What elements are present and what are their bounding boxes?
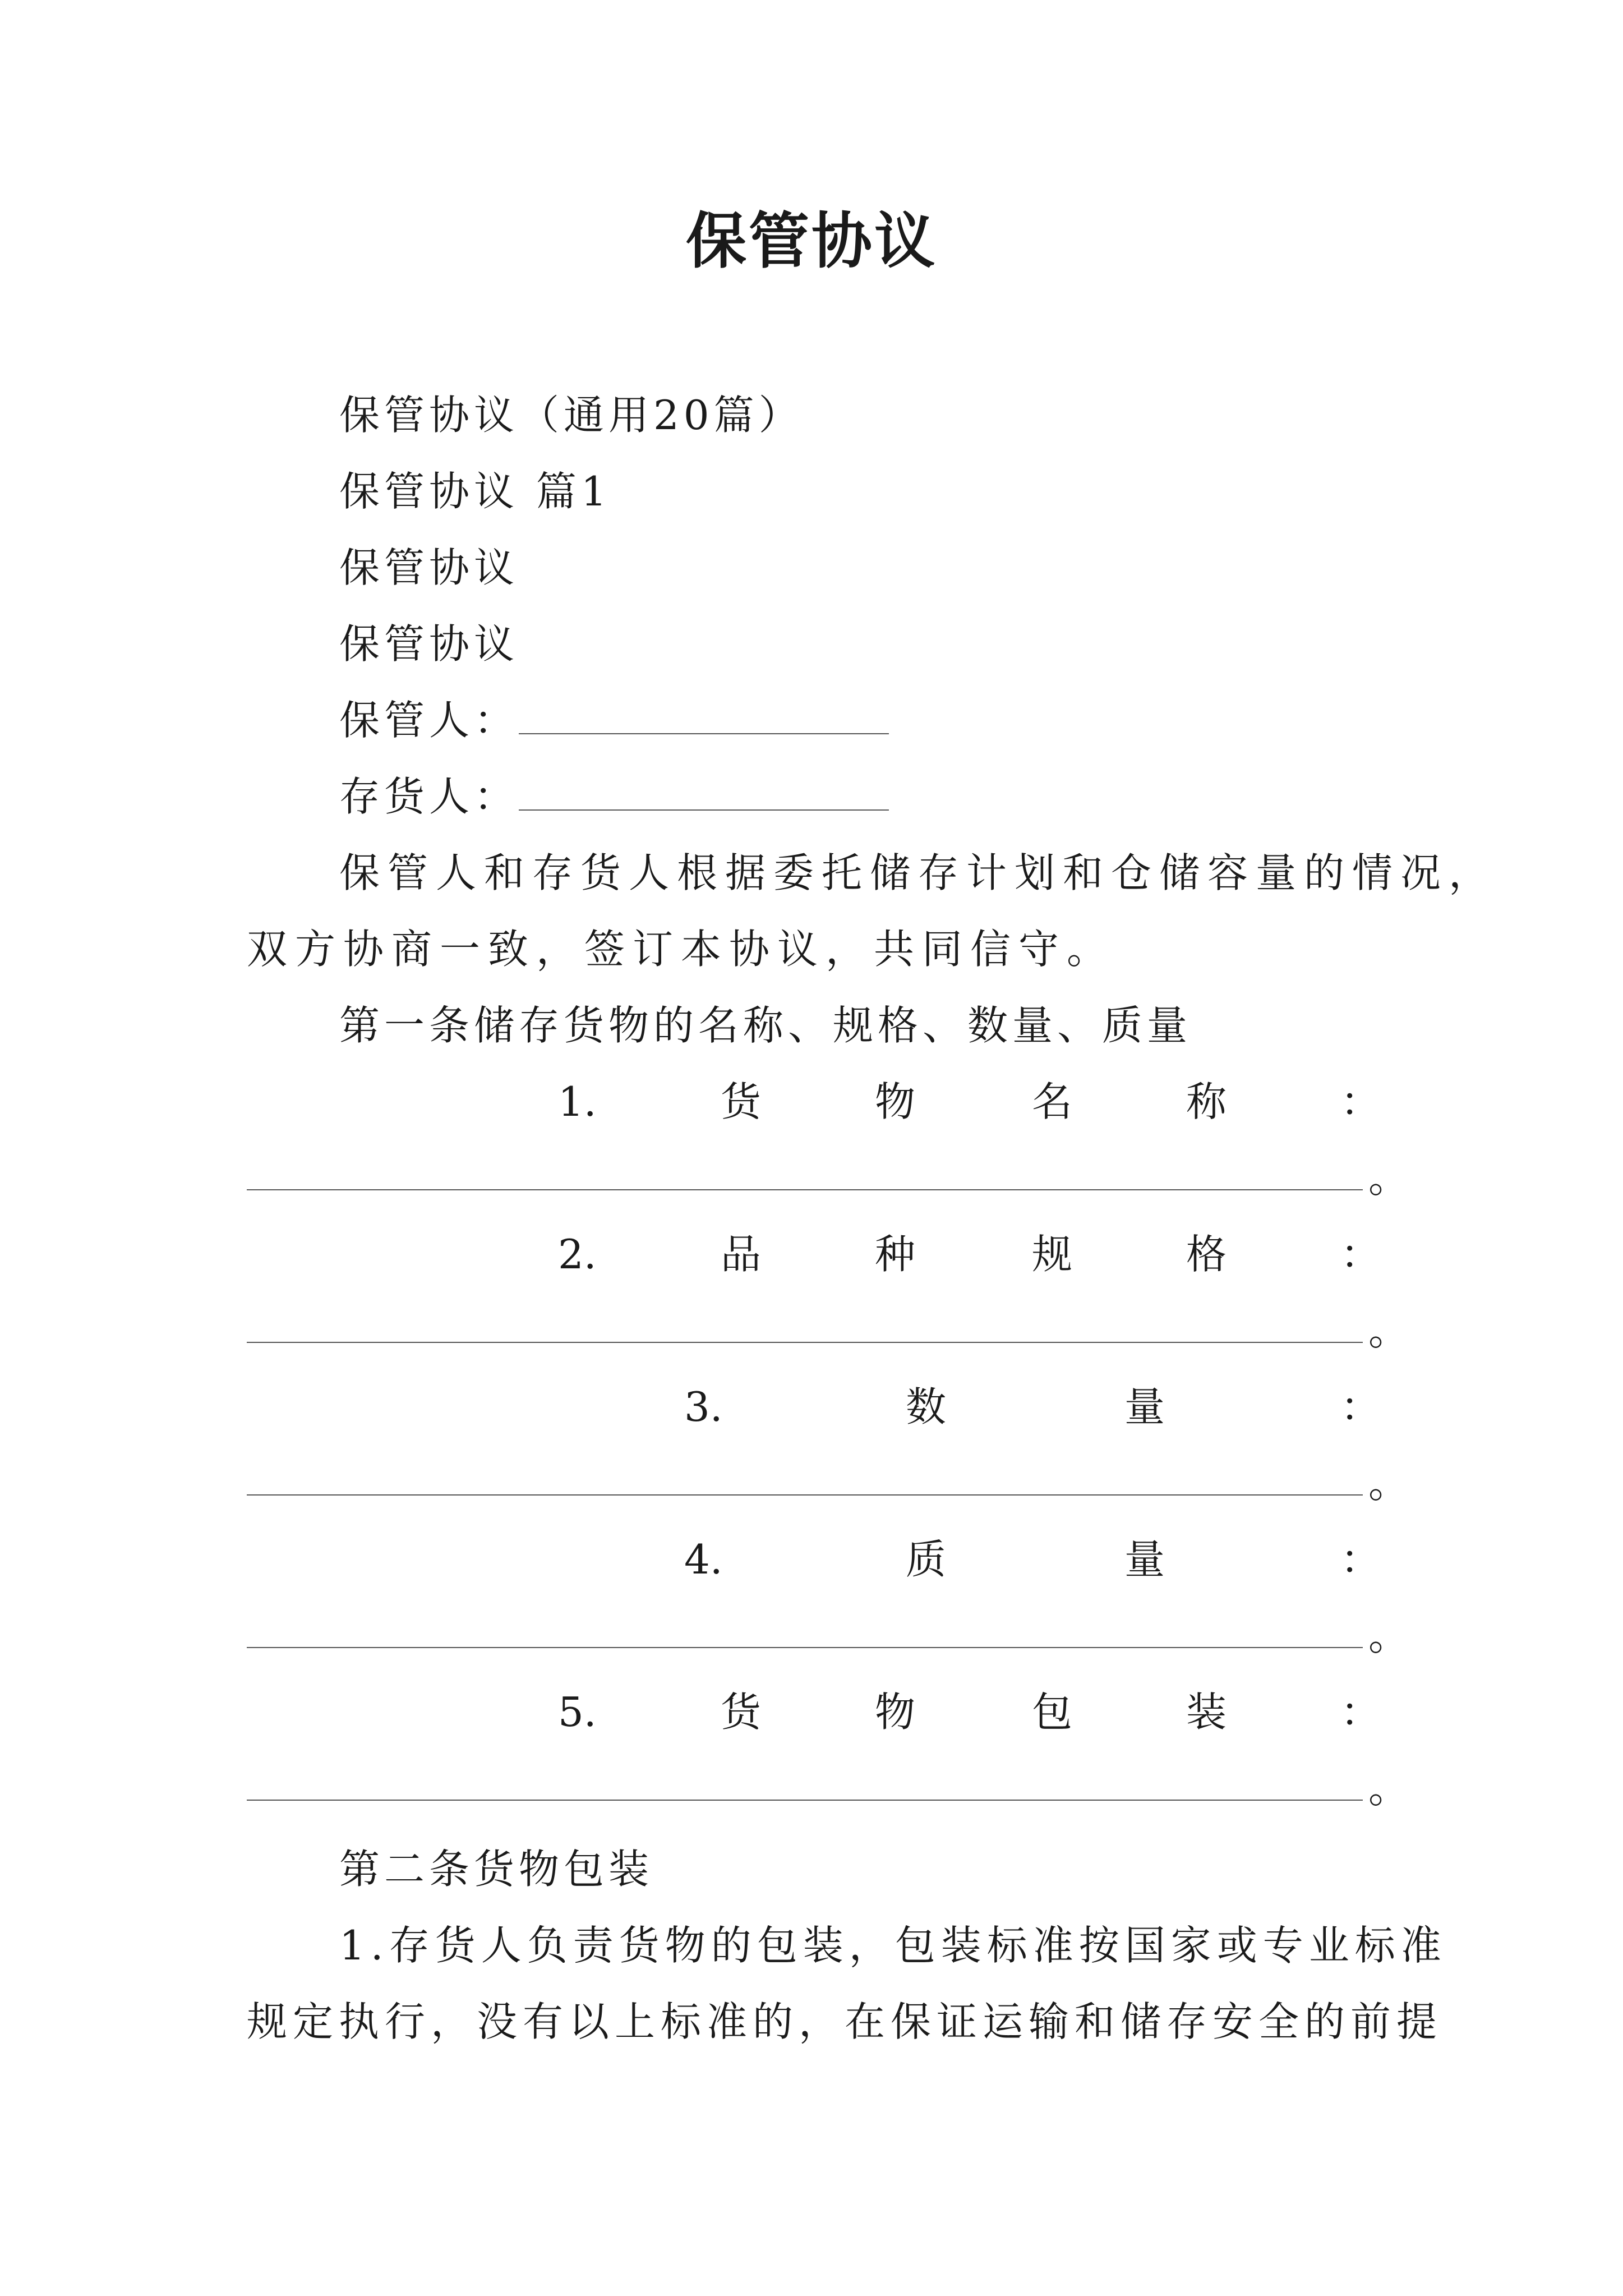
field-4-period: 。	[1368, 1612, 1409, 1659]
subtitle: 保管协议（通用20篇）	[339, 392, 804, 439]
paragraph-line-2: 规定执行，没有以上标准的，在保证运输和储存安全的前提	[247, 1998, 1443, 2045]
custodian-blank	[519, 693, 889, 734]
field-4-underline	[247, 1647, 1363, 1648]
field-5-period: 。	[1368, 1765, 1409, 1812]
field-5-char: 货	[721, 1688, 762, 1736]
field-2-char: 规	[1032, 1231, 1073, 1278]
field-3-char: 数	[906, 1383, 947, 1430]
field-4-colon: ：	[1340, 1536, 1381, 1583]
article-2-heading: 第二条货物包装	[339, 1846, 654, 1893]
field-1-char: 货	[721, 1078, 762, 1125]
field-5-fill-line	[247, 1760, 1409, 1816]
field-3-char: 量	[1124, 1383, 1165, 1430]
field-1-char: 物	[875, 1078, 916, 1125]
field-5-char: 包	[1032, 1688, 1073, 1736]
agreement-heading-2: 保管协议	[339, 620, 519, 668]
field-5-underline	[247, 1800, 1363, 1801]
field-3-row	[247, 1379, 1380, 1435]
paragraph-line-1: 1.存货人负责货物的包装，包装标准按国家或专业标准	[339, 1922, 1447, 1969]
field-2-period: 。	[1368, 1307, 1409, 1354]
field-4-char: 质	[906, 1536, 947, 1583]
article-1-heading: 第一条储存货物的名称、规格、数量、质量	[339, 1002, 1192, 1049]
intro-line-2: 双方协商一致，签订本协议，共同信守。	[247, 926, 1115, 973]
field-2-colon: ：	[1340, 1231, 1381, 1278]
depositor-label: 存货人：	[339, 773, 519, 820]
document-title: 保管协议	[685, 206, 937, 277]
field-2-underline	[247, 1342, 1363, 1343]
field-2-char: 品	[721, 1231, 762, 1278]
field-1-period: 。	[1368, 1154, 1409, 1202]
field-1-fill-line	[247, 1150, 1409, 1206]
custodian-row	[339, 692, 889, 748]
field-1-colon: ：	[1340, 1078, 1381, 1125]
field-2-fill-line	[247, 1303, 1409, 1359]
field-1-char: 称	[1186, 1078, 1227, 1125]
field-5-char: 装	[1186, 1688, 1227, 1736]
field-3-colon: ：	[1340, 1383, 1381, 1430]
intro-line-1: 保管人和存货人根据委托储存计划和仓储容量的情况，	[339, 849, 1497, 896]
field-4-number: 4.	[684, 1536, 723, 1583]
field-5-colon: ：	[1340, 1688, 1381, 1736]
field-2-char: 格	[1186, 1231, 1227, 1278]
agreement-heading-1: 保管协议	[339, 544, 519, 591]
field-1-char: 名	[1032, 1078, 1073, 1125]
field-1-number: 1.	[558, 1078, 597, 1125]
part-label: 保管协议 篇1	[339, 468, 611, 515]
field-2-char: 种	[875, 1231, 916, 1278]
field-4-fill-line	[247, 1608, 1409, 1664]
field-4-char: 量	[1124, 1536, 1165, 1583]
field-1-underline	[247, 1189, 1363, 1190]
field-3-fill-line	[247, 1455, 1409, 1511]
field-5-char: 物	[875, 1688, 916, 1736]
field-3-underline	[247, 1494, 1363, 1496]
field-5-number: 5.	[558, 1688, 597, 1736]
custodian-label: 保管人：	[339, 697, 519, 744]
field-3-number: 3.	[684, 1383, 723, 1430]
field-3-period: 。	[1368, 1460, 1409, 1507]
field-2-number: 2.	[558, 1231, 597, 1278]
field-1-row	[247, 1074, 1380, 1130]
depositor-blank	[519, 769, 889, 811]
field-4-row	[247, 1531, 1380, 1588]
depositor-row	[339, 769, 889, 825]
field-5-row	[247, 1684, 1380, 1740]
field-2-row	[247, 1226, 1380, 1282]
